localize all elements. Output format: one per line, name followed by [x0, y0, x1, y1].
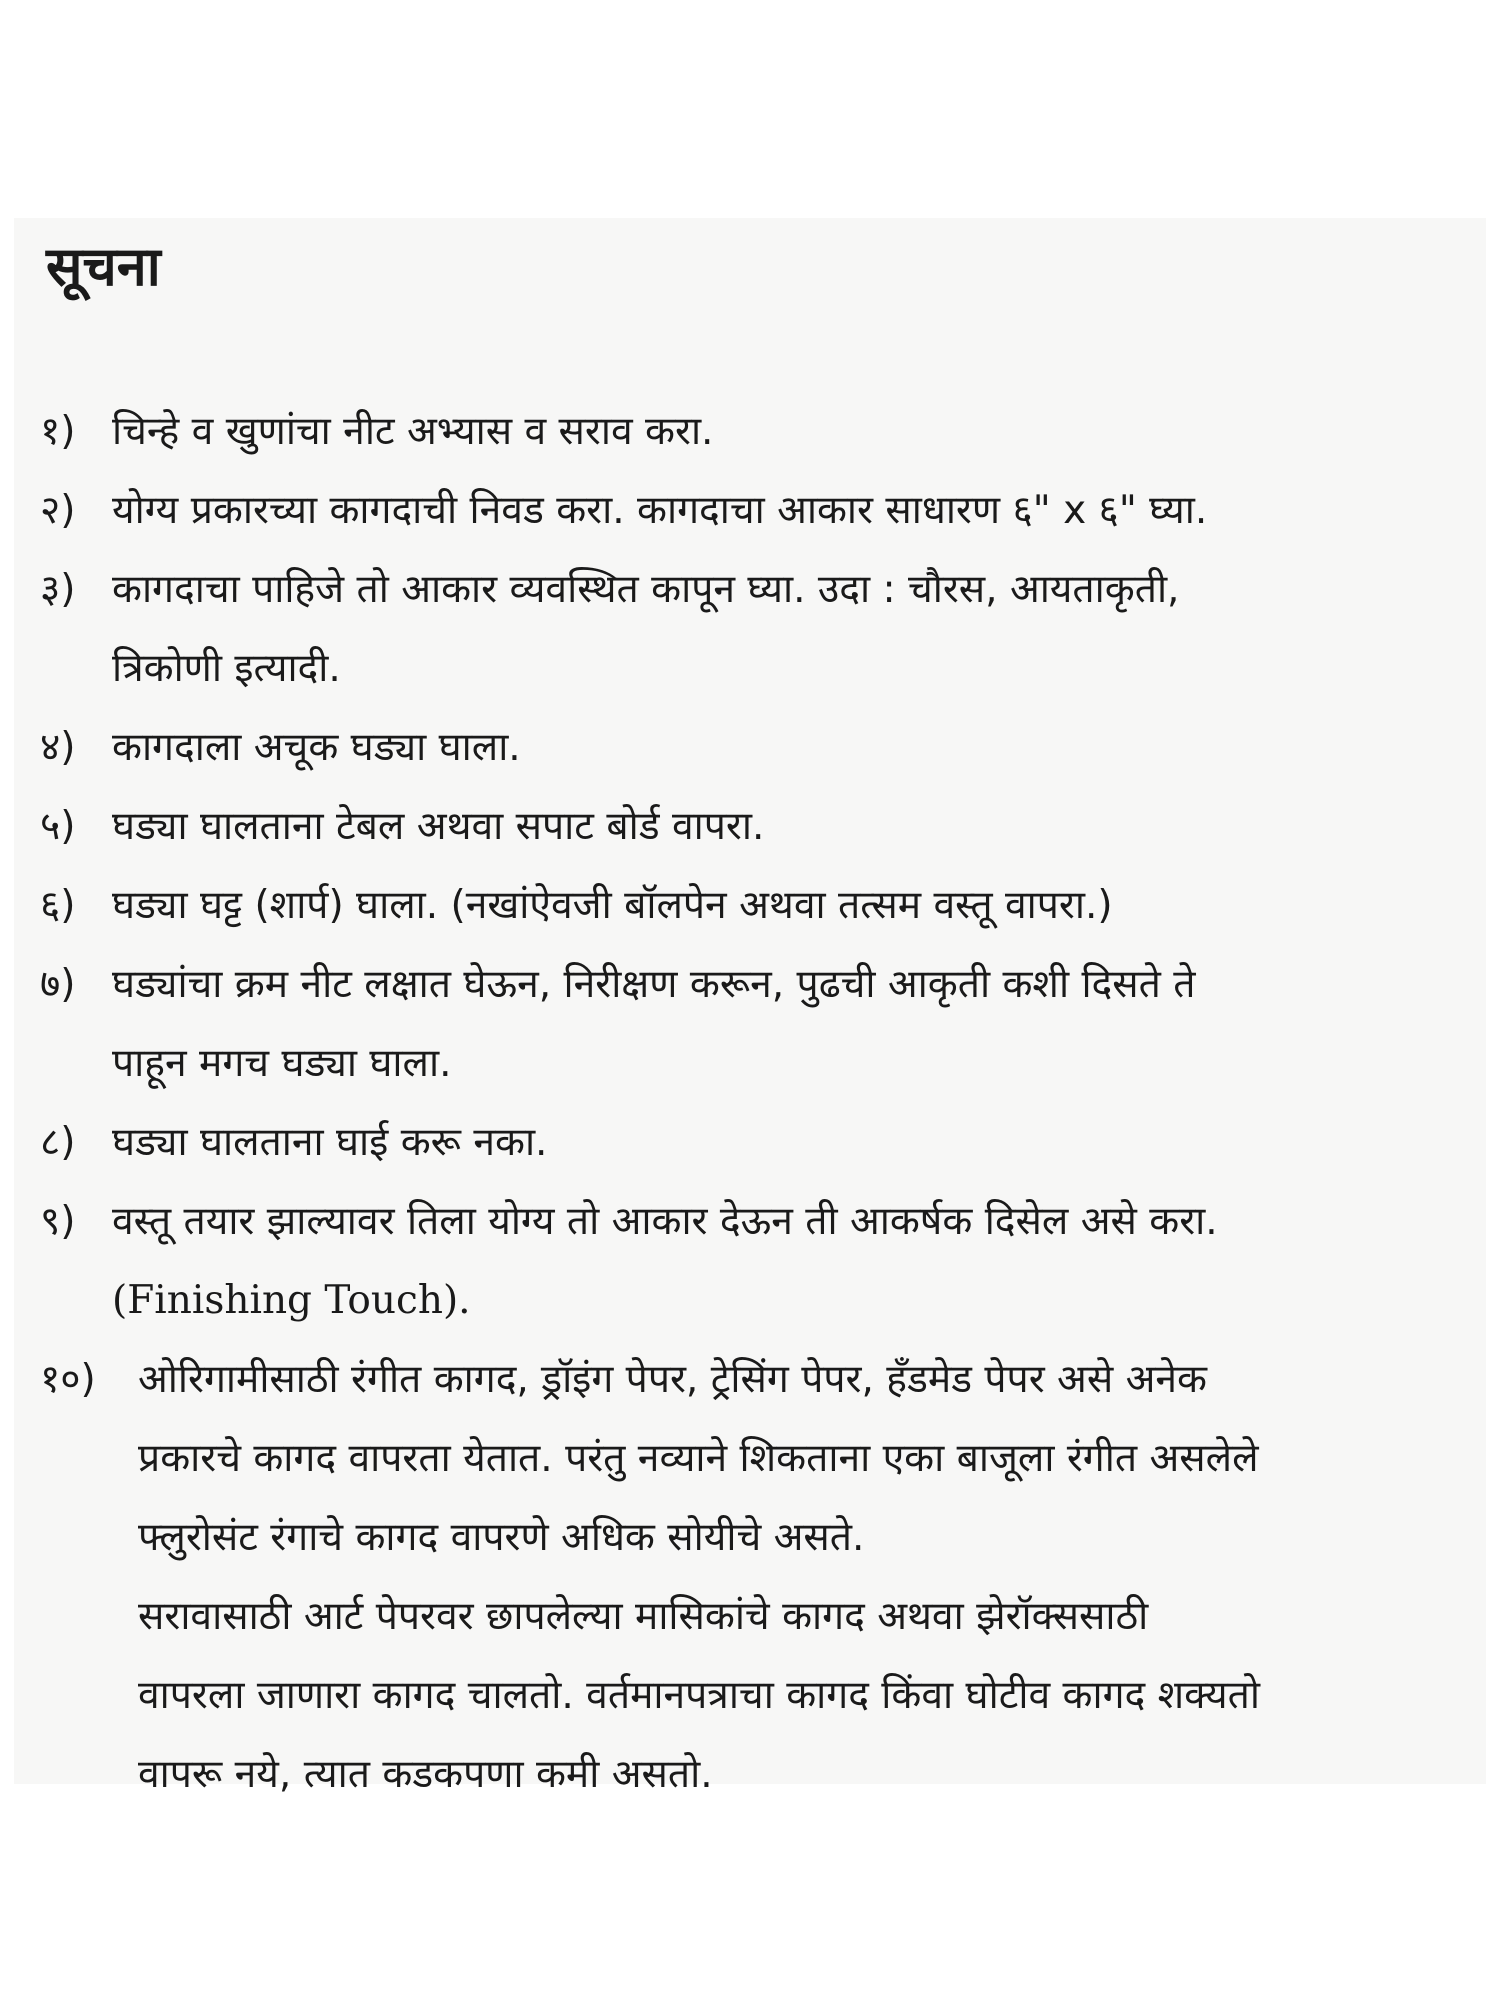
instruction-text: घड्या घालताना टेबल अथवा सपाट बोर्ड वापरा. [112, 804, 765, 849]
instruction-text-continued: वापरू नये, त्यात कडकपणा कमी असतो. [138, 1752, 713, 1797]
instruction-item-7 [40, 945, 1460, 1103]
instruction-number: ५) [40, 804, 76, 849]
instruction-item-9 [40, 1182, 1460, 1340]
instruction-item-2 [40, 471, 1460, 550]
instruction-item-3 [40, 550, 1460, 708]
page-title: सूचना [46, 235, 161, 298]
instruction-item-4 [40, 708, 1460, 787]
instruction-number: ७) [40, 962, 76, 1007]
instruction-text: योग्य प्रकारच्या कागदाची निवड करा. कागदाचा आकार साधारण ६" x ६" घ्या. [112, 488, 1208, 533]
instruction-item-5 [40, 787, 1460, 866]
instruction-item-10 [40, 1340, 1460, 1814]
instruction-number: १०) [40, 1357, 96, 1402]
instruction-number: ९) [40, 1199, 76, 1244]
instruction-text-continued: प्रकारचे कागद वापरता येतात. परंतु नव्याने शिकताना एका बाजूला रंगीत असलेले [138, 1436, 1259, 1481]
instruction-text: घड्या घालताना घाई करू नका. [112, 1120, 548, 1165]
instruction-text: चिन्हे व खुणांचा नीट अभ्यास व सराव करा. [112, 409, 714, 454]
instruction-text-continued: सरावासाठी आर्ट पेपरवर छापलेल्या मासिकांचे कागद अथवा झेरॉक्ससाठी [138, 1594, 1149, 1639]
instruction-text-continued: पाहून मगच घड्या घाला. [112, 1041, 452, 1086]
instruction-text-continued: वापरला जाणारा कागद चालतो. वर्तमानपत्राचा कागद किंवा घोटीव कागद शक्यतो [138, 1673, 1260, 1718]
instruction-number: १) [40, 409, 76, 454]
instruction-text: ओरिगामीसाठी रंगीत कागद, ड्रॉइंग पेपर, ट्रेसिंग पेपर, हँडमेड पेपर असे अनेक [138, 1357, 1208, 1402]
instruction-list [40, 392, 1460, 1814]
instruction-number: ४) [40, 725, 76, 770]
instruction-text: कागदाला अचूक घड्या घाला. [112, 725, 521, 770]
instruction-text-continued: फ्लुरोसंट रंगाचे कागद वापरणे अधिक सोयीचे असते. [138, 1515, 865, 1560]
instruction-text: घड्या घट्ट (शार्प) घाला. (नखांऐवजी बॉलपेन अथवा तत्सम वस्तू वापरा.) [112, 883, 1113, 928]
instruction-item-6 [40, 866, 1460, 945]
instruction-item-8 [40, 1103, 1460, 1182]
instruction-number: २) [40, 488, 76, 533]
instruction-number: ६) [40, 883, 76, 928]
instruction-text: घड्यांचा क्रम नीट लक्षात घेऊन, निरीक्षण करून, पुढची आकृती कशी दिसते ते [112, 962, 1196, 1007]
instruction-number: ८) [40, 1120, 76, 1165]
instruction-text-continued: (Finishing Touch). [112, 1278, 471, 1323]
instruction-text: वस्तू तयार झाल्यावर तिला योग्य तो आकार देऊन ती आकर्षक दिसेल असे करा. [112, 1199, 1218, 1244]
instruction-text: कागदाचा पाहिजे तो आकार व्यवस्थित कापून घ्या. उदा : चौरस, आयताकृती, [112, 567, 1180, 612]
instruction-text-continued: त्रिकोणी इत्यादी. [112, 646, 341, 691]
instruction-number: ३) [40, 567, 76, 612]
instruction-item-1 [40, 392, 1460, 471]
